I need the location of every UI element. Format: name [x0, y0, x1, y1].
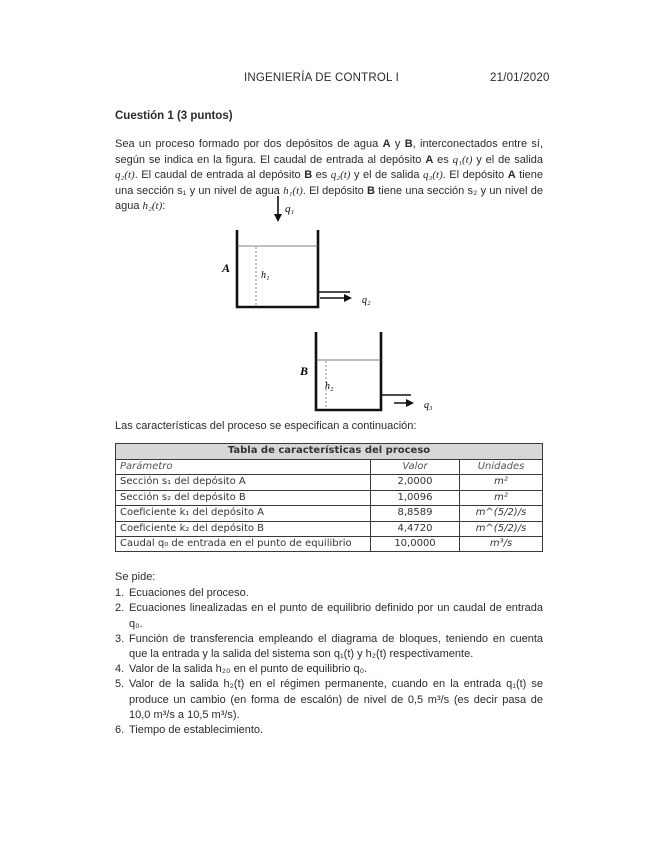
statement-text: . El depósito — [302, 184, 368, 197]
statement-text: Sea un proceso formado por dos depósitos de agua — [115, 138, 383, 150]
statement-text: y el de salida — [350, 169, 424, 182]
cell-value: 10,0000 — [371, 537, 460, 552]
item-text: Función de transferencia empleando el diagrama de bloques, teniendo en cuenta que la entrada y la salida del sistema son q₁(t) y h₂(t) respectivamente. — [129, 632, 543, 661]
cell-value: 2,0000 — [371, 475, 460, 490]
item-number: 1. — [115, 587, 125, 600]
label-h2: h₂ — [325, 381, 334, 392]
tank-b — [316, 332, 411, 410]
statement-text: , interconectados entre sí, según se indica en la figura. El caudal de entrada al depósito — [115, 138, 543, 166]
table-row — [116, 490, 543, 505]
item-number: 6. — [115, 724, 125, 737]
statement-text: y el de salida — [472, 153, 544, 166]
list-item — [115, 723, 543, 738]
item-number: 2. — [115, 602, 125, 615]
statement-text: . El caudal de entrada al depósito — [134, 169, 305, 182]
tank-a — [237, 230, 350, 307]
statement-text: tiene una sección s₁ y un nivel de agua — [115, 169, 543, 197]
tank-b-ref: B — [367, 184, 375, 197]
list-item — [115, 662, 543, 677]
cell-unit: m² — [460, 475, 543, 490]
cell-unit: m² — [460, 490, 543, 505]
tank-b-ref: B — [404, 138, 413, 150]
statement-text: es — [312, 169, 331, 182]
table-header-row — [116, 460, 543, 475]
tank-a-ref: A — [507, 169, 516, 182]
statement-text: tiene una sección s₂ y un nivel de agua — [115, 184, 543, 213]
symbol-q2: q₂(t) — [115, 169, 135, 182]
item-text: Valor de la salida h₂(t) en el régimen permanente, cuando en la entrada q₁(t) se produce un cambio (en forma de escalón) de nivel de 0,5 m³/s (es decir pasa de 10,0 m³/s a 10,5 m³/s). — [129, 678, 543, 721]
cell-value: 1,0096 — [371, 490, 460, 505]
item-text: Ecuaciones linealizadas en el punto de equilibrio definido por un caudal de entrada q₀. — [129, 602, 543, 630]
question-title: Cuestión 1 (3 puntos) — [115, 110, 233, 122]
process-properties-table — [115, 443, 543, 552]
symbol-q3: q₃(t) — [423, 169, 443, 182]
list-item — [115, 601, 543, 631]
statement-text: y — [390, 138, 405, 150]
list-item — [115, 677, 543, 723]
requests-title: Se pide: — [115, 571, 156, 583]
tank-a-ref: A — [382, 138, 391, 150]
symbol-h2: h₂(t) — [142, 200, 163, 213]
statement-text: : — [162, 200, 166, 213]
table-caption: Tabla de características del proceso — [116, 444, 543, 460]
cell-parameter: Coeficiente k₂ del depósito B — [116, 521, 371, 536]
item-number: 4. — [115, 663, 125, 676]
list-item — [115, 586, 543, 601]
cell-parameter: Sección s₁ del depósito A — [116, 475, 371, 490]
item-text: Tiempo de establecimiento. — [129, 724, 264, 737]
label-tank-a: A — [222, 261, 231, 275]
item-number: 3. — [115, 632, 125, 645]
label-q3: q₃ — [424, 400, 433, 411]
header-parameter: Parámetro — [116, 460, 371, 475]
label-h1: h₁ — [261, 270, 270, 281]
table-row — [116, 475, 543, 490]
table-intro: Las características del proceso se especifican a continuación: — [115, 420, 417, 432]
cell-unit: m^(5/2)/s — [460, 521, 543, 536]
cell-unit: m³/s — [460, 537, 543, 552]
table-row — [116, 537, 543, 552]
tank-a-ref: A — [425, 153, 434, 166]
table-row — [116, 506, 543, 521]
cell-parameter: Caudal q₀ de entrada en el punto de equilibrio — [116, 537, 371, 552]
cell-unit: m^(5/2)/s — [460, 506, 543, 521]
list-item — [115, 632, 543, 662]
header-units: Unidades — [460, 460, 543, 475]
symbol-h1: h₁(t) — [283, 184, 303, 197]
item-text: Ecuaciones del proceso. — [129, 587, 249, 600]
item-text: Valor de la salida h₂₀ en el punto de equilibrio q₀. — [129, 663, 368, 676]
symbol-q2: q₂(t) — [330, 169, 351, 182]
header-value: Valor — [371, 460, 460, 475]
tank-b-ref: B — [304, 169, 313, 182]
cell-parameter: Sección s₂ del depósito B — [116, 490, 371, 505]
table-row — [116, 521, 543, 536]
exam-date: 21/01/2020 — [490, 72, 550, 84]
requests-list — [115, 570, 543, 738]
cell-value: 8,8589 — [371, 506, 460, 521]
cell-parameter: Coeficiente k₁ del depósito A — [116, 506, 371, 521]
label-q1: q₁ — [285, 203, 295, 215]
label-q2: q₂ — [362, 295, 371, 306]
statement-text: es — [433, 153, 453, 166]
label-tank-b: B — [300, 364, 309, 378]
symbol-q1: q₁(t) — [452, 153, 473, 166]
item-number: 5. — [115, 678, 125, 691]
course-title: INGENIERÍA DE CONTROL I — [244, 72, 399, 84]
statement-text: . El depósito — [442, 169, 508, 182]
cell-value: 4,4720 — [371, 521, 460, 536]
